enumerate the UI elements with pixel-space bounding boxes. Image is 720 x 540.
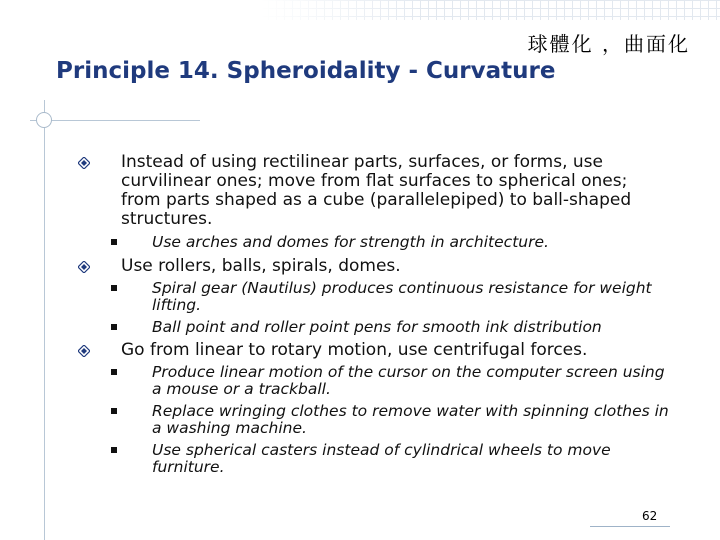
bullet-text: Instead of using rectilinear parts, surfaces, or forms, use curvilinear ones; move from flat surfaces to spherical ones; from parts shaped as a cube (parallelepiped) to ball-shaped structures. (121, 152, 632, 229)
sub-bullet-text: Use arches and domes for strength in architecture. (152, 233, 549, 251)
square-bullet-icon (111, 239, 117, 245)
slide-title: Principle 14. Spheroidality - Curvature (56, 58, 556, 84)
square-bullet-icon (111, 285, 117, 291)
square-bullet-icon (111, 447, 117, 453)
square-bullet-icon (111, 408, 117, 414)
diamond-bullet-icon (78, 261, 90, 273)
footer-rule (590, 526, 670, 527)
sub-bullet-text: Use spherical casters instead of cylindrical wheels to move furniture. (152, 441, 611, 476)
sub-bullet-text: Produce linear motion of the cursor on the computer screen using a mouse or a trackball. (152, 363, 665, 398)
bullet-text: Use rollers, balls, spirals, domes. (121, 256, 401, 276)
sub-bullet-text: Replace wringing clothes to remove water with spinning clothes in a washing machine. (152, 402, 669, 437)
square-bullet-icon (111, 324, 117, 330)
bullet-text: Go from linear to rotary motion, use centrifugal forces. (121, 340, 588, 360)
square-bullet-icon (111, 369, 117, 375)
chinese-subtitle: 球體化 ，曲面化 (527, 32, 690, 56)
sub-bullet-text: Spiral gear (Nautilus) produces continuous resistance for weight lifting. (152, 279, 652, 314)
diamond-bullet-icon (78, 345, 90, 357)
diamond-bullet-icon (78, 157, 90, 169)
page-number: 62 (642, 509, 658, 523)
sub-bullet-text: Ball point and roller point pens for smooth ink distribution (152, 318, 602, 336)
